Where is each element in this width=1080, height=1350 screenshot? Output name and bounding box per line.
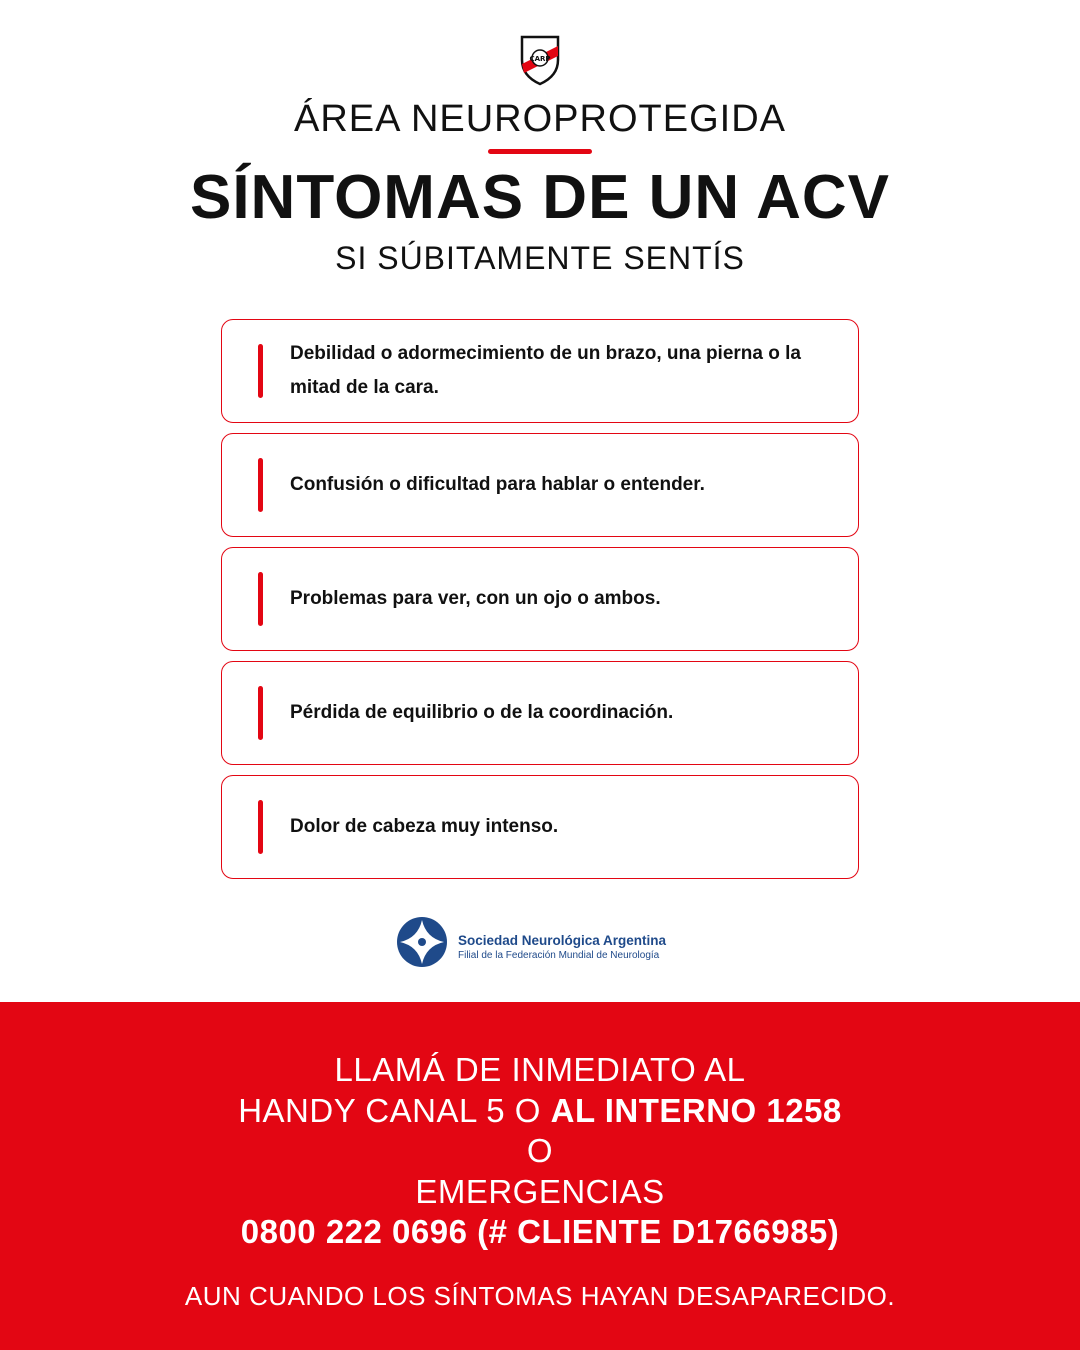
symptom-text: Pérdida de equilibrio o de la coordinación. bbox=[290, 702, 674, 723]
sponsor-logo bbox=[396, 916, 696, 968]
sponsor-tagline: Filial de la Federación Mundial de Neurología bbox=[458, 950, 660, 961]
kicker-heading: ÁREA NEUROPROTEGIDA bbox=[294, 98, 786, 140]
cta-note: AUN CUANDO LOS SÍNTOMAS HAYAN DESAPARECIDO. bbox=[184, 1281, 896, 1311]
compass-star-icon bbox=[396, 916, 448, 968]
svg-text:CARP: CARP bbox=[529, 55, 551, 63]
symptom-text: Dolor de cabeza muy intenso. bbox=[290, 816, 559, 837]
symptom-card bbox=[221, 547, 859, 651]
symptom-text: Problemas para ver, con un ojo o ambos. bbox=[290, 588, 661, 609]
emergency-phone-number: 0800 222 0696 (# CLIENTE D1766985) bbox=[240, 1213, 840, 1250]
page-title: SÍNTOMAS DE UN ACV bbox=[189, 163, 891, 232]
symptom-card bbox=[221, 775, 859, 879]
page-subtitle: SI SÚBITAMENTE SENTÍS bbox=[335, 240, 745, 276]
cta-line: EMERGENCIAS bbox=[415, 1172, 665, 1210]
symptom-text: Confusión o dificultad para hablar o entender. bbox=[290, 474, 705, 495]
accent-bar bbox=[258, 572, 263, 626]
cta-handy: HANDY CANAL 5 O bbox=[238, 1091, 551, 1129]
river-plate-crest-icon bbox=[519, 34, 561, 86]
call-to-action-banner bbox=[0, 1002, 1080, 1350]
symptom-text: Debilidad o adormecimiento de un brazo, una pierna o la mitad de la cara. bbox=[290, 343, 801, 398]
emergency-phone bbox=[0, 1212, 1080, 1253]
symptom-card bbox=[221, 433, 859, 537]
symptom-card bbox=[221, 661, 859, 765]
symptom-list bbox=[221, 319, 859, 889]
accent-bar bbox=[258, 800, 263, 854]
accent-bar bbox=[258, 458, 263, 512]
accent-bar bbox=[258, 686, 263, 740]
cta-text bbox=[0, 1050, 1080, 1253]
cta-internal-number: AL INTERNO 1258 bbox=[550, 1091, 842, 1129]
symptom-card bbox=[221, 319, 859, 423]
accent-bar bbox=[258, 344, 263, 398]
cta-line bbox=[0, 1091, 1080, 1132]
title-underline bbox=[488, 149, 592, 154]
sponsor-name: Sociedad Neurológica Argentina bbox=[458, 933, 667, 948]
cta-line: LLAMÁ DE INMEDIATO AL bbox=[334, 1051, 746, 1088]
cta-line: O bbox=[526, 1132, 554, 1169]
